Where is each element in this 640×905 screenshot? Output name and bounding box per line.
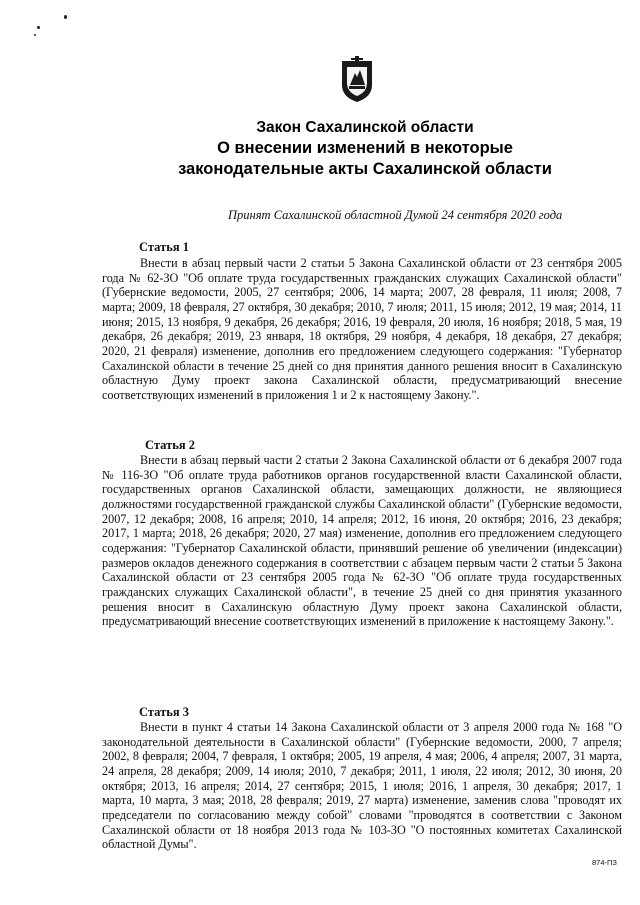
scan-speck — [64, 15, 67, 19]
scan-speck — [37, 26, 40, 29]
article-2-heading: Статья 2 — [145, 438, 195, 452]
adoption-note: Принят Сахалинской областной Думой 24 сентября 2020 года — [228, 208, 563, 222]
article-3-heading: Статья 3 — [139, 705, 189, 719]
article-3-text: Внести в пункт 4 статьи 14 Закона Сахалинской области от 3 апреля 2000 года № 168 "О законодательной деятельности в Сахалинской области" (Губернские ведомости, 2000, 7 апреля; 2002, 8 февраля; 2004, 7 февраля, 1 октября; 2005, 19 апреля, 4 мая; 2006, 4 апреля; 2007, 31 марта, 24 апреля, 28 декабря; 2009, 14 июля; 2010, 7 декабря; 2011, 1 июля, 22 июля; 2012, 30 июня, 20 октября; 2013, 16 апреля; 2014, 27 сентября; 2015, 1 июля; 2016, 1 апреля, 30 декабря; 2017, 1 марта, 10 марта, 3 мая; 2018, 28 февраля; 2019, 27 марта) изменение, заменив слова "проводят их председатели по согласованию между собой" словами "проводятся в соответствии с Законом Сахалинской области от 18 ноября 2013 года № 103-ЗО "О постоянных комитетах Сахалинской областной Думы". — [102, 720, 622, 852]
law-subtitle-line2: законодательные акты Сахалинской области — [178, 160, 552, 178]
article-2-text: Внести в абзац первый части 2 статьи 2 Закона Сахалинской области от 6 декабря 2007 года № 116-ЗО "Об оплате труда работников органов государственной власти Сахалинской области, государственных органов Сахалинской области, замещающих должности, не являющиеся должностями государственной гражданской службы Сахалинской области" (Губернские ведомости, 2007, 12 декабря; 2008, 16 апреля; 2010, 14 апреля; 2012, 16 июня, 20 октября; 2016, 23 декабря; 2017, 1 марта; 2018, 26 декабря; 2020, 27 мая) изменение, дополнив его предложением следующего содержания: "Губернатор Сахалинской области, принявший решение об увеличении (индексации) размеров окладов денежного содержания в соответствии с абзацем первым части 2 статьи 5 Закона Сахалинской области от 23 сентября 2005 года № 62-ЗО "Об оплате труда государственных гражданских служащих Сахалинской области", в течение 25 дней со дня принятия указанного решения вносит в Сахалинскую областную Думу проект закона Сахалинской области, предусматривающий внесение соответствующих изменений в приложение к настоящему Закону.". — [102, 453, 622, 629]
article-1-heading: Статья 1 — [139, 240, 189, 254]
scan-speck — [34, 34, 36, 36]
article-1-text: Внести в абзац первый части 2 статьи 5 Закона Сахалинской области от 23 сентября 2005 года № 62-ЗО "Об оплате труда государственных гражданских служащих Сахалинской области" (Губернские ведомости, 2005, 27 сентября; 2006, 14 марта; 2007, 28 февраля, 11 июля; 2008, 7 марта; 2009, 18 февраля, 27 октября, 30 декабря; 2010, 7 июля; 2011, 15 июля; 2012, 19 мая; 2014, 11 июня; 2015, 13 ноября, 9 декабря, 26 декабря; 2016, 19 февраля, 20 июля, 16 ноября; 2018, 5 мая, 19 декабря, 26 декабря; 2019, 23 января, 18 октября, 29 ноября, 4 декабря, 18 декабря, 27 декабря; 2020, 21 февраля) изменение, дополнив его предложением следующего содержания: "Губернатор Сахалинской области в течение 25 дней со дня принятия данного решения вносит в Сахалинскую областную Думу проект закона Сахалинской области, предусматривающий внесение соответствующих изменений в приложения 1 и 2 к настоящему Закону.". — [102, 256, 622, 402]
law-title: Закон Сахалинской области — [256, 119, 474, 136]
page-code: 874-ПЗ — [592, 858, 617, 867]
law-subtitle-line1: О внесении изменений в некоторые — [217, 139, 513, 157]
coat-of-arms-emblem — [339, 55, 375, 103]
